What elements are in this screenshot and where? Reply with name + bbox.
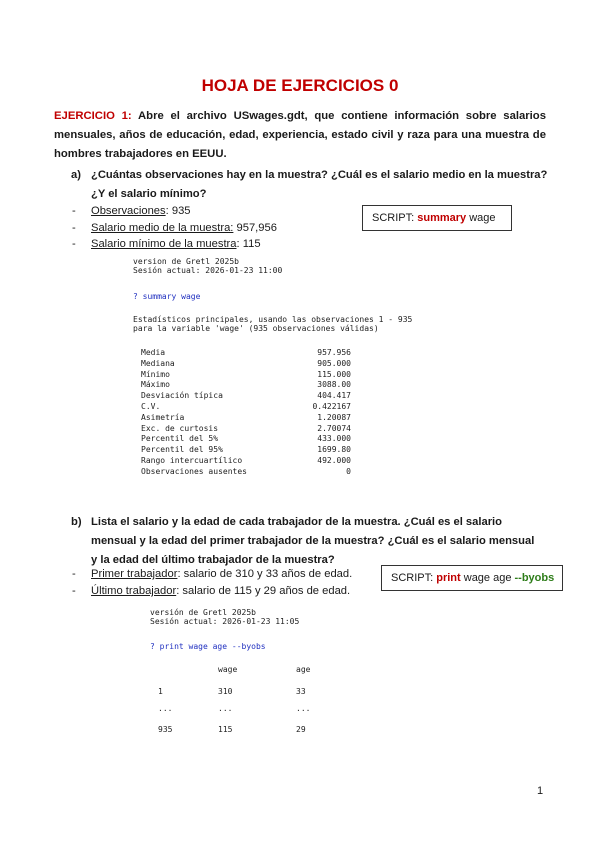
stat-value: 115.000	[317, 369, 351, 379]
stat-value: 905.000	[317, 358, 351, 368]
console-command: ? print wage age --byobs	[150, 642, 266, 651]
answer-label: Primer trabajador	[91, 568, 178, 580]
stat-label: Percentil del 5%	[141, 434, 219, 444]
table-cell: 1	[158, 687, 163, 696]
console-session: Sesión actual: 2026-01-23 11:05	[150, 617, 300, 627]
answer-sep: :	[165, 205, 172, 217]
print-output-table	[150, 665, 320, 735]
console-desc-line1: Estadísticos principales, usando las observaciones 1 - 935	[133, 315, 413, 324]
answer-label: Salario mínimo de la muestra	[91, 238, 237, 250]
stat-value: 492.000	[317, 455, 351, 465]
answer-label: Observaciones	[91, 205, 166, 217]
stat-label: Mediana	[141, 358, 175, 368]
answer-b-1: - Primer trabajador: salario de 310 y 33 años de edad.	[72, 568, 353, 580]
stat-value: 0	[346, 466, 351, 476]
stat-value: 2.70074	[317, 423, 351, 433]
question-b-line1: Lista el salario y la edad de cada trabajador de la muestra. ¿Cuál es el salario	[91, 516, 503, 528]
console-command: ? summary wage	[133, 292, 201, 301]
console-session: Sesión actual: 2026-01-23 11:00	[133, 266, 283, 276]
stat-value: 3088.00	[317, 380, 351, 390]
script-command: print	[436, 572, 461, 584]
table-cell: 935	[158, 725, 173, 734]
table-cell: ...	[296, 704, 311, 713]
answer-value: 957,956	[236, 222, 277, 234]
answer-label: Salario medio de la muestra:	[91, 222, 234, 234]
script-box-a	[362, 205, 512, 231]
table-header-row	[150, 665, 320, 682]
gretl-console-a	[133, 257, 282, 276]
stat-value: 1.20087	[317, 412, 351, 422]
table-cell: ...	[158, 704, 173, 713]
stat-value: 957.956	[317, 348, 351, 357]
table-cell: ...	[218, 704, 233, 713]
question-b	[71, 513, 549, 570]
stat-value: 433.000	[317, 434, 351, 444]
stat-row	[141, 434, 351, 445]
stat-value: 404.417	[317, 391, 351, 401]
script-args: wage	[466, 212, 496, 224]
stat-label: Percentil del 95%	[141, 445, 223, 455]
question-a-line1: ¿Cuántas observaciones hay en la muestra? ¿Cuál es el salario medio en la muestra?	[91, 169, 548, 181]
answer-a-1: - Observaciones: 935	[72, 205, 191, 217]
script-prefix: SCRIPT:	[372, 212, 418, 224]
console-version: versión de Gretl 2025b	[150, 608, 256, 617]
exercise-intro	[54, 107, 546, 164]
question-a-number: a)	[71, 169, 81, 181]
table-cell: 33	[296, 687, 306, 696]
stat-label: Rango intercuartílico	[141, 455, 243, 465]
stat-row	[141, 445, 351, 456]
question-b-line2: mensual y la edad del primer trabajador de la muestra? ¿Cuál es el salario mensual	[91, 535, 535, 547]
script-command: summary	[417, 212, 467, 224]
table-cell: 115	[218, 725, 233, 734]
question-b-number: b)	[71, 516, 82, 528]
stat-row	[141, 348, 351, 359]
question-a	[71, 166, 549, 204]
stat-row	[141, 424, 351, 435]
stat-row	[141, 380, 351, 391]
table-cell: 310	[218, 687, 233, 696]
stat-label: Observaciones ausentes	[141, 466, 247, 476]
stat-label: Desviación típica	[141, 391, 223, 401]
script-option: --byobs	[514, 572, 555, 584]
stat-label: Media	[141, 348, 166, 357]
stat-row	[141, 402, 351, 413]
answer-a-2: - Salario medio de la muestra: 957,956	[72, 222, 277, 234]
stat-label: Máximo	[141, 380, 170, 390]
table-row	[150, 725, 320, 735]
stat-label: Exc. de curtosis	[141, 423, 219, 433]
stat-row	[141, 467, 351, 478]
stat-label: Asimetría	[141, 412, 185, 422]
answer-value: 115	[242, 238, 261, 250]
page-number: 1	[537, 785, 544, 797]
answer-label: Último trabajador	[91, 585, 177, 597]
stat-row	[141, 413, 351, 424]
answer-b-2: - Último trabajador: salario de 115 y 29 años de edad.	[72, 585, 351, 597]
console-command-a	[133, 292, 200, 301]
exercise-label: EJERCICIO 1:	[54, 110, 132, 122]
answer-text: : salario de 310 y 33 años de edad.	[177, 568, 353, 580]
stat-row	[141, 391, 351, 402]
question-a-line2: ¿Y el salario mínimo?	[91, 188, 207, 200]
gretl-console-b	[150, 608, 299, 627]
stat-row	[141, 359, 351, 370]
answer-text: : salario de 115 y 29 años de edad.	[176, 585, 351, 597]
answer-sep: :	[236, 238, 243, 250]
page-title: HOJA DE EJERCICIOS 0	[201, 76, 399, 95]
script-args: wage age	[460, 572, 515, 584]
stat-label: C.V.	[141, 401, 161, 411]
table-header: age	[296, 665, 311, 674]
stat-value: 1699.80	[317, 445, 351, 455]
question-b-line3: y la edad del último trabajador de la muestra?	[91, 554, 335, 566]
table-row	[150, 704, 320, 721]
stat-row	[141, 370, 351, 381]
table-header: wage	[218, 665, 238, 674]
stat-row	[141, 456, 351, 467]
table-cell: 29	[296, 725, 306, 734]
summary-stats-table	[141, 348, 351, 478]
table-row	[150, 687, 320, 704]
script-prefix: SCRIPT:	[391, 572, 437, 584]
console-command-b	[150, 642, 266, 651]
exercise-text: Abre el archivo USwages.gdt, que contiene información sobre salarios mensuales, años de educación, edad, experiencia, estado civil y raza para una muestra de hombres trabajadores en EEUU.	[54, 110, 546, 160]
stat-label: Mínimo	[141, 369, 170, 379]
answer-value: 935	[171, 205, 191, 217]
answer-a-3: - Salario mínimo de la muestra: 115	[72, 238, 261, 250]
console-description-a	[133, 315, 412, 334]
script-box-b	[381, 565, 563, 591]
stat-value: 0.422167	[312, 401, 351, 411]
console-desc-line2: para la variable 'wage' (935 observaciones válidas)	[133, 324, 379, 334]
console-version: version de Gretl 2025b	[133, 257, 239, 266]
